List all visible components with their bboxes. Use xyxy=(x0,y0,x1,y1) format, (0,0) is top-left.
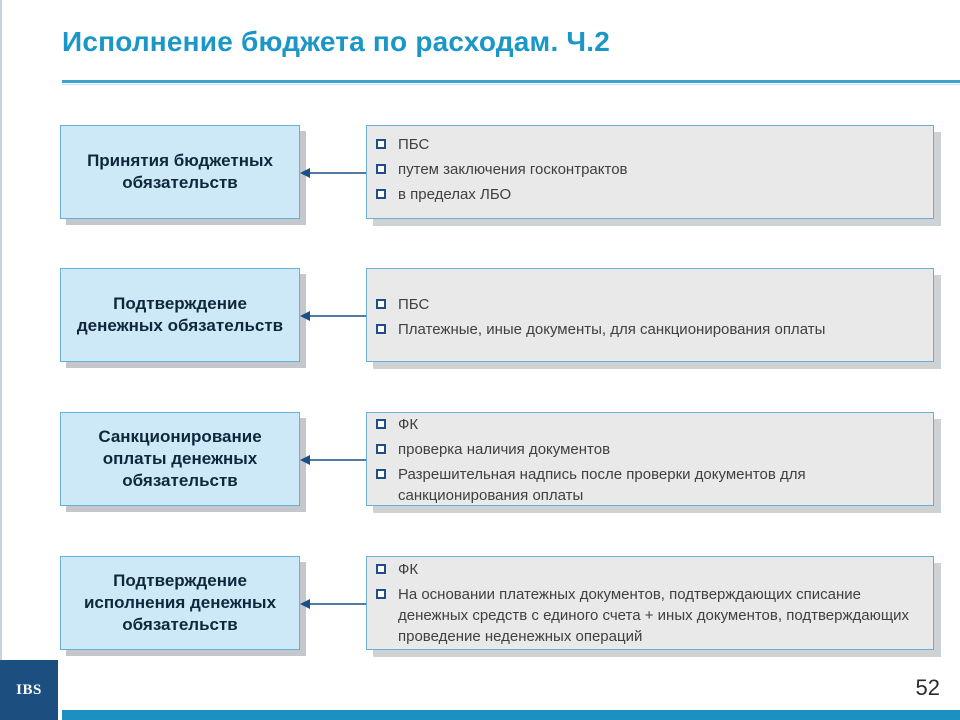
checkbox-bullet-icon xyxy=(376,164,386,174)
stage-label: Санкционирование оплаты денежных обязательств xyxy=(98,427,262,490)
stage-box-payment-authorization xyxy=(60,412,300,506)
page-title: Исполнение бюджета по расходам. Ч.2 xyxy=(62,26,611,57)
stage-details-budget-commitments xyxy=(366,125,934,219)
stage-box-obligation-execution xyxy=(60,556,300,650)
title-divider-thin xyxy=(62,84,960,85)
page-number: 52 xyxy=(915,675,940,700)
list-item: Разрешительная надпись после проверки документов для санкционирования оплаты xyxy=(375,464,921,506)
checkbox-bullet-icon xyxy=(376,589,386,599)
checkbox-bullet-icon xyxy=(376,564,386,574)
list-item: ФК xyxy=(375,414,921,435)
stage-label: Подтверждение денежных обязательств xyxy=(76,294,284,335)
ibs-logo: IBS xyxy=(0,660,58,720)
list-item: ПБС xyxy=(375,134,921,155)
stage-details-monetary-obligations xyxy=(366,268,934,362)
arrow-left-icon xyxy=(300,597,366,611)
checkbox-bullet-icon xyxy=(376,419,386,429)
stage-box-monetary-obligations xyxy=(60,268,300,362)
title-divider xyxy=(62,80,960,83)
checkbox-bullet-icon xyxy=(376,139,386,149)
list-item: ПБС xyxy=(375,294,921,315)
list-item: в пределах ЛБО xyxy=(375,184,921,205)
arrow-left-icon xyxy=(300,309,366,323)
checkbox-bullet-icon xyxy=(376,299,386,309)
list-item: На основании платежных документов, подтверждающих списание денежных средств с единого счета + иных документов, подтверждающих проведение неденежных операций xyxy=(375,584,921,647)
checkbox-bullet-icon xyxy=(376,189,386,199)
stage-label: Подтверждение исполнения денежных обязательств xyxy=(83,571,277,634)
arrow-left-icon xyxy=(300,453,366,467)
checkbox-bullet-icon xyxy=(376,469,386,479)
stage-details-obligation-execution xyxy=(366,556,934,650)
checkbox-bullet-icon xyxy=(376,324,386,334)
list-item: ФК xyxy=(375,559,921,580)
checkbox-bullet-icon xyxy=(376,444,386,454)
arrow-left-icon xyxy=(300,166,366,180)
slide-left-border xyxy=(0,0,2,720)
stage-label: Принятия бюджетных обязательств xyxy=(87,151,273,192)
stage-box-budget-commitments xyxy=(60,125,300,219)
list-item: путем заключения госконтрактов xyxy=(375,159,921,180)
list-item: проверка наличия документов xyxy=(375,439,921,460)
stage-details-payment-authorization xyxy=(366,412,934,506)
list-item: Платежные, иные документы, для санкционирования оплаты xyxy=(375,319,921,340)
footer-bar xyxy=(62,710,960,720)
